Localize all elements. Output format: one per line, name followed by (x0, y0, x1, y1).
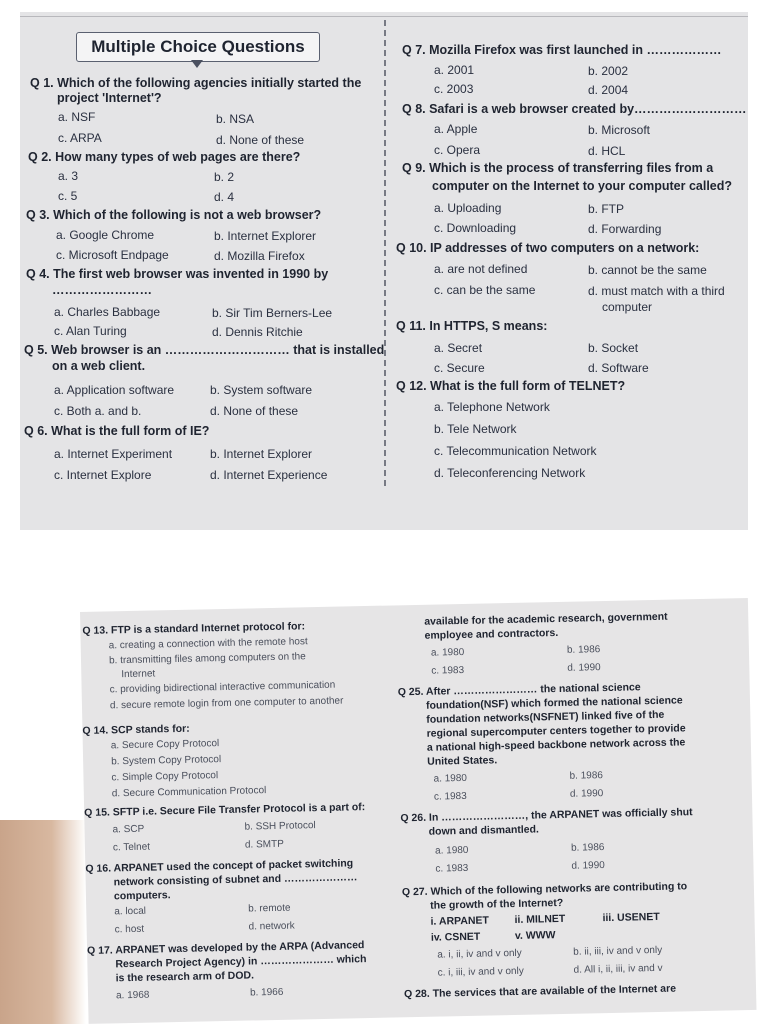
option-b: b. NSA (216, 112, 255, 126)
option-a: a. Telephone Network (434, 400, 550, 414)
option-c: c. ARPA (58, 131, 102, 145)
option-d: d. Secure Communication Protocol (111, 785, 267, 800)
question-text: computer on the Internet to your computer called? (432, 179, 733, 193)
question-text: is the research arm of DOD. (115, 969, 255, 985)
question-text: Q 13. FTP is a standard Internet protocol for: (82, 620, 306, 637)
option-a: a. 2001 (434, 63, 475, 77)
option-c: c. 1983 (435, 862, 469, 875)
option-b: b. 2 (214, 170, 235, 184)
option-d: d. HCL (588, 144, 626, 158)
option-c: c. Microsoft Endpage (56, 248, 169, 262)
option-d: d. Forwarding (588, 222, 662, 236)
network-item: iv. CSNET (430, 930, 481, 944)
option-d: d. Mozilla Firefox (214, 249, 305, 263)
option-d: d. 1990 (571, 860, 605, 872)
option-d: d. 1990 (567, 662, 601, 674)
option-a: a. 1980 (433, 772, 468, 785)
option-a: a. Google Chrome (56, 228, 155, 242)
option-d: d. None of these (216, 133, 305, 147)
option-b: b. System Copy Protocol (111, 754, 222, 768)
option-a: a. i, ii, iv and v only (437, 947, 522, 961)
question-text: network consisting of subnet and ………………… (113, 871, 358, 889)
question-text: on a web client. (52, 359, 146, 373)
question-text: foundation(NSF) which formed the national science (425, 694, 683, 712)
option-a: a. Charles Babbage (54, 305, 161, 319)
network-item: i. ARPANET (430, 914, 490, 928)
option-b: b. Tele Network (434, 422, 517, 436)
option-a: a. creating a connection with the remote host (108, 636, 308, 652)
question-text: Q 16. ARPANET used the concept of packet switching (85, 857, 354, 875)
textbook-page-bottom (80, 598, 756, 1024)
question-text: Q 3. Which of the following is not a web browser? (26, 208, 322, 222)
question-text: Q 9. Which is the process of transferring files from a (402, 161, 714, 175)
option-b: b. 1986 (569, 770, 604, 782)
option-b: b. Internet Explorer (214, 229, 317, 243)
question-text: Q 14. SCP stands for: (82, 722, 190, 737)
option-c: c. i, iii, iv and v only (437, 965, 524, 979)
option-a: a. Apple (434, 122, 478, 136)
option-b: b. 1986 (566, 644, 601, 656)
option-a: a. Internet Experiment (54, 447, 173, 461)
option-d-continued: computer (602, 300, 653, 314)
option-c: c. can be the same (434, 283, 536, 297)
option-d: d. None of these (210, 404, 299, 418)
question-text: Q 12. What is the full form of TELNET? (396, 379, 626, 393)
option-c: c. Opera (434, 143, 481, 157)
option-b: b. Socket (588, 341, 639, 355)
option-b: b. ii, iii, iv and v only (573, 944, 663, 958)
question-text: Q 17. ARPANET was developed by the ARPA (Advanced (86, 939, 365, 957)
option-b: b. 1966 (249, 986, 284, 999)
network-item: v. WWW (514, 929, 556, 942)
option-b: b. 2002 (588, 64, 629, 78)
option-a: a. Secret (434, 341, 483, 355)
question-text: Q 6. What is the full form of IE? (24, 424, 210, 438)
title-arrow-icon (191, 60, 203, 68)
question-text: Q 25. After …………………… the national science (397, 681, 641, 699)
network-item: ii. MILNET (514, 912, 566, 926)
option-c: c. host (114, 923, 145, 936)
option-d: d. SMTP (244, 838, 284, 851)
option-b: b. Internet Explorer (210, 447, 313, 461)
question-text: Q 7. Mozilla Firefox was first launched in ……………… (402, 43, 722, 57)
option-b: b. cannot be the same (588, 263, 707, 277)
question-text: the growth of the Internet? (430, 896, 564, 912)
question-text: computers. (113, 889, 171, 903)
option-b: b. Sir Tim Berners-Lee (212, 306, 333, 320)
option-a: a. 1980 (430, 646, 465, 659)
option-c: c. providing bidirectional interactive communication (109, 679, 336, 696)
question-text: Q 28. The services that are available of the Internet are (403, 982, 677, 1001)
option-c: c. 1983 (433, 790, 467, 803)
question-blank: …………………… (52, 283, 152, 297)
option-c: c. Internet Explore (54, 468, 152, 482)
option-c: c. Telecommunication Network (434, 444, 597, 458)
option-c: c. Simple Copy Protocol (111, 770, 219, 784)
option-d: d. must match with a third (588, 284, 725, 298)
question-text: Q 15. SFTP i.e. Secure File Transfer Protocol is a part of: (84, 801, 366, 819)
question-text: Q 8. Safari is a web browser created by……………………… (402, 102, 747, 116)
option-b: b. System software (210, 383, 313, 397)
option-c: c. Alan Turing (54, 324, 127, 338)
option-d: d. Teleconferencing Network (434, 466, 586, 480)
option-a: a. are not defined (434, 262, 528, 276)
question-text: Q 1. Which of the following agencies initially started the (30, 76, 362, 90)
question-text: available for the academic research, government (424, 610, 668, 628)
question-text: Q 11. In HTTPS, S means: (396, 319, 548, 333)
option-c: c. 5 (58, 189, 78, 203)
question-text: Q 4. The first web browser was invented in 1990 by (26, 267, 329, 281)
option-c: c. Secure (434, 361, 485, 375)
question-text: Q 2. How many types of web pages are there? (28, 150, 301, 164)
option-b: b. FTP (588, 202, 625, 216)
option-d: d. 2004 (588, 83, 629, 97)
option-a: a. local (114, 905, 147, 918)
option-c: c. Downloading (434, 221, 517, 235)
question-text: foundation networks(NSFNET) linked five of the (426, 708, 665, 726)
question-text: employee and contractors. (424, 626, 559, 642)
option-d: d. Internet Experience (210, 468, 328, 482)
option-d: d. All i, ii, iii, iv and v (573, 962, 663, 976)
option-a: a. 1980 (434, 844, 469, 857)
question-text: regional supercomputer centers together to provide (426, 722, 686, 740)
option-c: c. Telnet (112, 841, 151, 854)
option-a: a. 3 (58, 169, 79, 183)
option-b: b. SSH Protocol (244, 820, 316, 833)
question-text: Research Project Agency) in ………………… which (115, 953, 367, 971)
option-b-continued: Internet (121, 668, 156, 681)
option-b: b. remote (248, 902, 291, 915)
section-title: Multiple Choice Questions (76, 32, 320, 62)
finger-shadow (0, 820, 86, 1024)
question-text: United States. (427, 754, 498, 768)
option-c: c. 2003 (434, 82, 474, 96)
question-text: project 'Internet'? (57, 91, 162, 105)
option-c: c. 1983 (431, 664, 465, 677)
option-d: d. Software (588, 361, 649, 375)
option-d: d. Dennis Ritchie (212, 325, 303, 339)
question-text: Q 5. Web browser is an ………………………… that is installed (24, 343, 385, 357)
option-a: a. NSF (58, 110, 96, 124)
option-a: a. Application software (54, 383, 175, 397)
option-d: d. secure remote login from one computer to another (109, 695, 344, 712)
option-d: d. 4 (214, 190, 235, 204)
question-text: down and dismantled. (428, 823, 540, 838)
question-text: Q 27. Which of the following networks are contributing to (401, 880, 688, 899)
option-a: a. Secure Copy Protocol (110, 738, 220, 752)
option-d: d. 1990 (569, 788, 604, 800)
question-text: Q 10. IP addresses of two computers on a network: (396, 241, 700, 255)
option-c: c. Both a. and b. (54, 404, 142, 418)
page-top-rule (20, 16, 748, 17)
question-text: a national high-speed backbone network across the (426, 736, 686, 754)
option-a: a. SCP (112, 823, 145, 836)
network-item: iii. USENET (602, 910, 660, 925)
option-b: b. transmitting files among computers on the (108, 651, 306, 667)
option-a: a. Uploading (434, 201, 502, 215)
question-text: Q 26. In ……………………, the ARPANET was officially shut (400, 806, 693, 825)
option-d: d. network (248, 920, 295, 933)
option-a: a. 1968 (115, 989, 150, 1002)
option-b: b. Microsoft (588, 123, 651, 137)
textbook-page-top (20, 12, 748, 530)
option-b: b. 1986 (570, 842, 605, 854)
column-divider (384, 20, 386, 486)
